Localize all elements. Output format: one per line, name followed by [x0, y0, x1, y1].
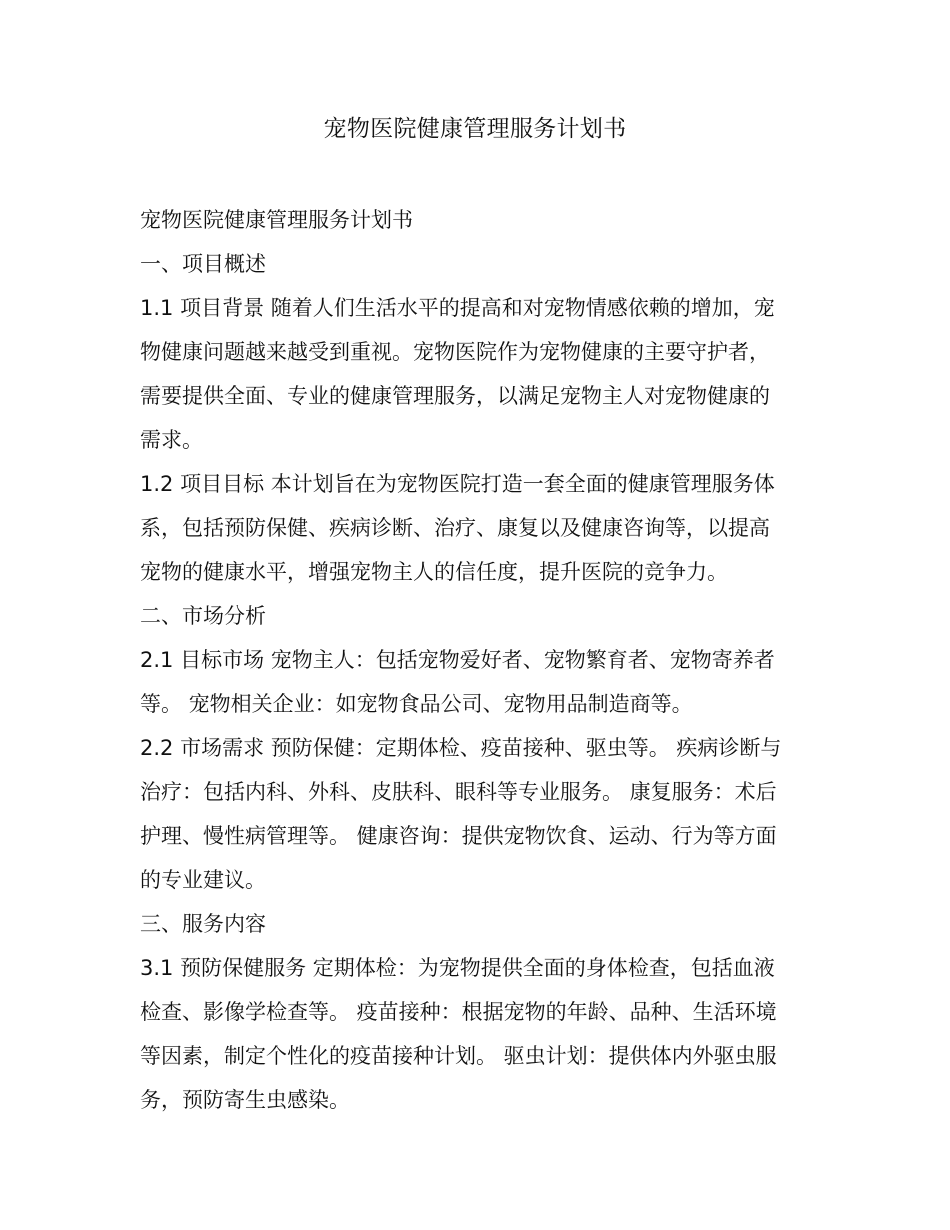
- paragraph-line: 等。 宠物相关企业：如宠物食品公司、宠物用品制造商等。: [140, 692, 693, 716]
- paragraph-line: 的专业建议。: [140, 868, 266, 892]
- paragraph-line: 检查、影像学检查等。 疫苗接种：根据宠物的年龄、品种、生活环境: [140, 1000, 777, 1024]
- paragraph: [140, 726, 805, 902]
- paragraph-line: 系，包括预防保健、疾病诊断、治疗、康复以及健康咨询等，以提高: [140, 516, 770, 540]
- paragraph-line: 1.1 项目背景 随着人们生活水平的提高和对宠物情感依赖的增加，宠: [140, 296, 775, 320]
- paragraph: [140, 286, 805, 462]
- paragraph: [140, 946, 805, 1122]
- paragraph-line: 等因素，制定个性化的疫苗接种计划。 驱虫计划：提供体内外驱虫服: [140, 1044, 777, 1068]
- section-heading: 二、市场分析: [140, 604, 266, 628]
- paragraph: [140, 638, 805, 726]
- paragraph-line: 需要提供全面、专业的健康管理服务，以满足宠物主人对宠物健康的: [140, 384, 770, 408]
- paragraph-line: 需求。: [140, 428, 203, 452]
- document-subtitle: 宠物医院健康管理服务计划书: [140, 208, 413, 232]
- paragraph-line: 2.1 目标市场 宠物主人：包括宠物爱好者、宠物繁育者、宠物寄养者: [140, 648, 775, 672]
- paragraph-line: 务，预防寄生虫感染。: [140, 1088, 350, 1112]
- paragraph-line: 护理、慢性病管理等。 健康咨询：提供宠物饮食、运动、行为等方面: [140, 824, 777, 848]
- paragraph-line: 3.1 预防保健服务 定期体检：为宠物提供全面的身体检查，包括血液: [140, 956, 775, 980]
- paragraph-line: 物健康问题越来越受到重视。宠物医院作为宠物健康的主要守护者，: [140, 340, 770, 364]
- paragraph-line: 2.2 市场需求 预防保健：定期体检、疫苗接种、驱虫等。 疾病诊断与: [140, 736, 782, 760]
- paragraph: [140, 462, 805, 594]
- paragraph-line: 治疗：包括内科、外科、皮肤科、眼科等专业服务。 康复服务：术后: [140, 780, 777, 804]
- section-heading: 三、服务内容: [140, 912, 266, 936]
- section-heading: 一、项目概述: [140, 252, 266, 276]
- document-title: 宠物医院健康管理服务计划书: [323, 116, 627, 142]
- paragraph-line: 1.2 项目目标 本计划旨在为宠物医院打造一套全面的健康管理服务体: [140, 472, 775, 496]
- paragraph-line: 宠物的健康水平，增强宠物主人的信任度，提升医院的竞争力。: [140, 560, 728, 584]
- document-body: [140, 198, 805, 1122]
